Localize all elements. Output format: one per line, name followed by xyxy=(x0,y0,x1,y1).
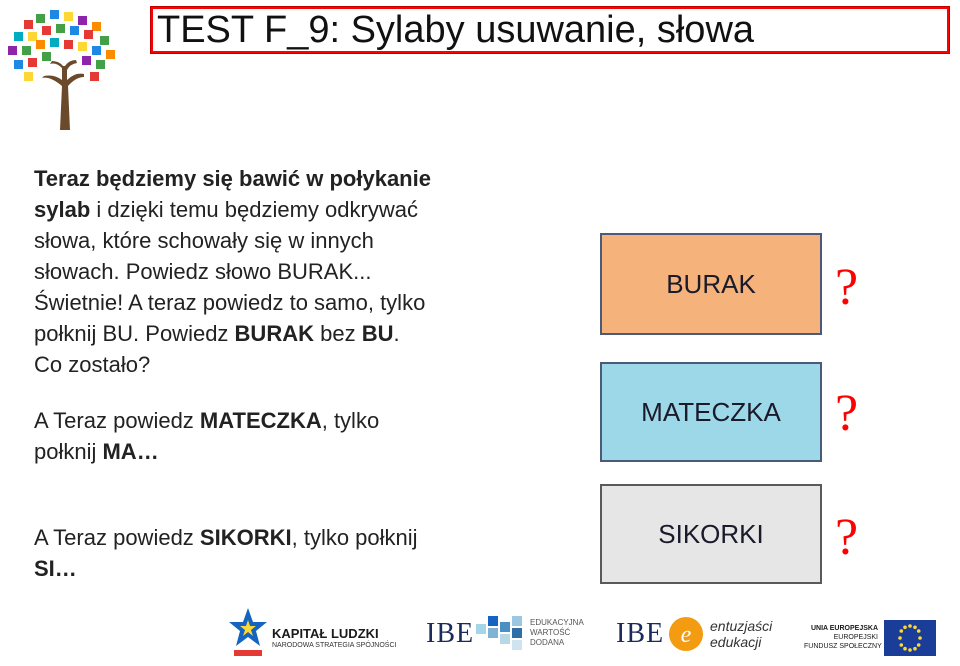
entuzjasci-icon xyxy=(668,616,704,652)
eu-line: EUROPEJSKI xyxy=(833,634,878,641)
text-line: . xyxy=(393,321,400,346)
text-bold: SIKORKI xyxy=(199,525,292,550)
text-bold: MATECZKA xyxy=(199,408,322,433)
text-line: Świetnie! A teraz powiedz to samo, tylko xyxy=(34,290,426,315)
text-bold: BURAK xyxy=(234,321,314,346)
ewd-mosaic-icon xyxy=(476,616,524,654)
text-line: słowa, które schowały się w innych xyxy=(34,228,374,253)
entuzjasci-text xyxy=(710,618,772,650)
text-line: A Teraz powiedz xyxy=(34,408,200,433)
question-mark: ? xyxy=(835,509,859,566)
text-line: , tylko połknij xyxy=(291,525,418,550)
eu-flag-icon xyxy=(884,620,936,656)
eu-text xyxy=(804,624,882,651)
word-box-burak[interactable]: BURAK xyxy=(600,233,822,335)
text-bold: BU xyxy=(361,321,394,346)
text-line: połknij BU. Powiedz xyxy=(34,321,235,346)
title-frame xyxy=(150,6,950,54)
eu-line: FUNDUSZ SPOŁECZNY xyxy=(804,643,882,650)
ibe-logo-text-2: IBE xyxy=(616,618,665,649)
kapital-ludzki-text: KAPITAŁ LUDZKI xyxy=(272,626,379,641)
mateczka-paragraph xyxy=(34,405,534,467)
ewd-line: DODANA xyxy=(530,638,565,647)
question-mark: ? xyxy=(835,259,859,316)
ewd-line: EDUKACYJNA xyxy=(530,618,584,627)
sikorki-paragraph xyxy=(34,522,534,584)
ewd-text xyxy=(530,618,584,648)
kapital-ludzki-logo-icon xyxy=(228,606,268,662)
entuzjasci-line: edukacji xyxy=(710,634,762,650)
footer-logos xyxy=(0,604,960,666)
svg-text:e: e xyxy=(680,622,692,648)
text-bold: SI… xyxy=(34,556,77,581)
text-bold: MA… xyxy=(102,439,159,464)
question-mark: ? xyxy=(835,385,859,442)
instruction-paragraph xyxy=(34,163,534,380)
word-box-mateczka[interactable]: MATECZKA xyxy=(600,362,822,462)
text-line: Teraz będziemy się bawić w połykanie xyxy=(34,166,431,191)
text-line: A Teraz powiedz xyxy=(34,525,200,550)
kapital-ludzki-subtext: NARODOWA STRATEGIA SPÓJNOŚCI xyxy=(272,642,397,649)
page-title: TEST F_9: Sylaby usuwanie, słowa xyxy=(153,9,947,51)
text-line: połknij xyxy=(34,439,103,464)
text-line: Co zostało? xyxy=(34,352,151,377)
text-line: , tylko xyxy=(321,408,380,433)
ibe-logo-text: IBE xyxy=(426,618,475,649)
word-box-sikorki[interactable]: SIKORKI xyxy=(600,484,822,584)
text-line: bez xyxy=(314,321,362,346)
text-line: i dzięki temu będziemy odkrywać xyxy=(90,197,418,222)
tree-icon xyxy=(2,6,126,130)
eu-line: UNIA EUROPEJSKA xyxy=(810,625,878,632)
text-line: słowach. Powiedz słowo BURAK... xyxy=(34,259,372,284)
entuzjasci-line: entuzjaści xyxy=(710,618,773,634)
text-bold: sylab xyxy=(34,197,91,222)
ewd-line: WARTOŚĆ xyxy=(530,628,571,637)
